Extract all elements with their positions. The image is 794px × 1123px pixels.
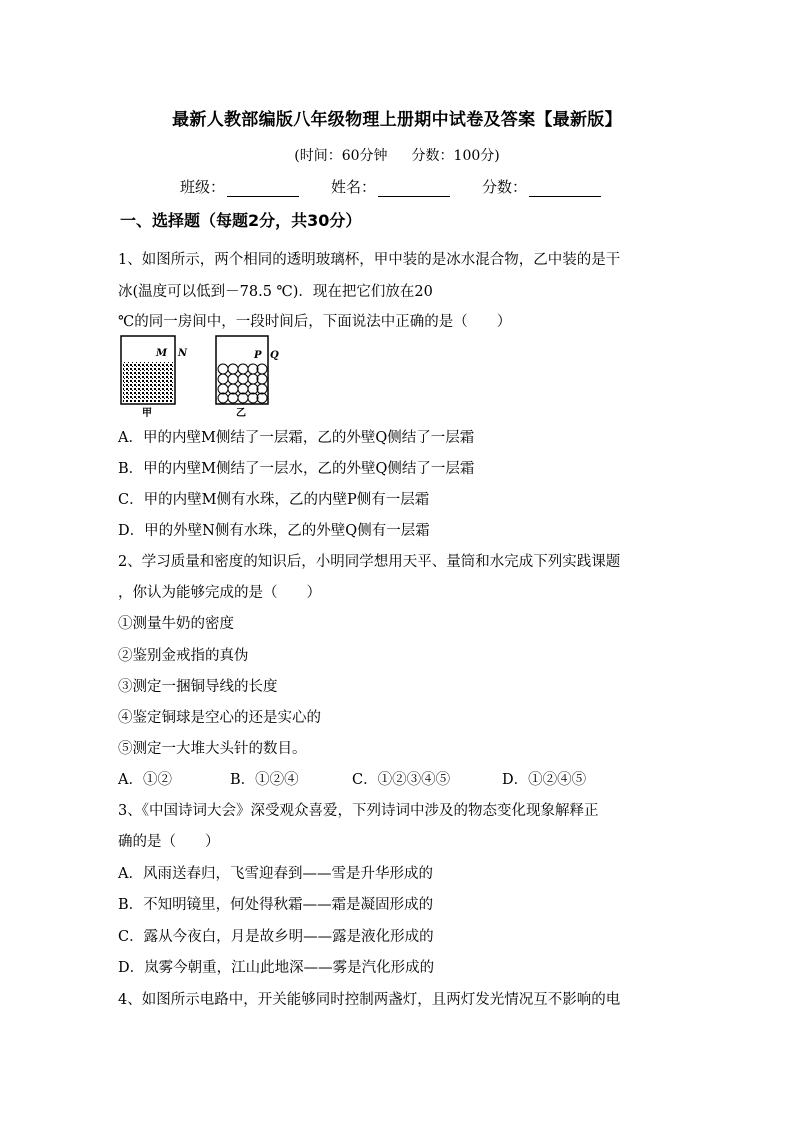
q1-option-a: A．甲的内壁M侧结了一层霜，乙的外壁Q侧结了一层霜 xyxy=(118,430,475,446)
points-field[interactable] xyxy=(482,176,601,197)
q1-option-b: B．甲的内壁M侧结了一层水，乙的外壁Q侧结了一层霜 xyxy=(118,461,475,477)
q3-option-b: B．不知明镜里，何处得秋霜——霜是凝固形成的 xyxy=(118,897,434,913)
q3-option-a: A．风雨送春归，飞雪迎春到——雪是升华形成的 xyxy=(118,866,433,882)
points-blank[interactable] xyxy=(529,181,601,197)
glass-cups-figure xyxy=(118,332,298,418)
label-jia: 甲 xyxy=(142,408,152,418)
q2-item3: ③测定一捆铜导线的长度 xyxy=(118,679,278,695)
q1-line3: ℃的同一房间中，一段时间后，下面说法中正确的是（ ） xyxy=(118,314,512,330)
exam-time: (时间：60分钟 xyxy=(294,148,388,164)
q2-item2: ②鉴别金戒指的真伪 xyxy=(118,648,249,664)
q3-option-d: D．岚雾今朝重，江山此地深——雾是汽化形成的 xyxy=(118,960,435,976)
label-q: Q xyxy=(270,350,279,361)
q1-option-d: D．甲的外壁N侧有水珠，乙的外壁Q侧有一层霜 xyxy=(118,523,430,539)
exam-meta xyxy=(0,145,794,165)
label-yi: 乙 xyxy=(236,408,246,418)
q2-item4: ④鉴定铜球是空心的还是实心的 xyxy=(118,710,321,726)
q1-option-c: C．甲的内壁M侧有水珠，乙的内壁P侧有一层霜 xyxy=(118,492,430,508)
q2-line1: 2、学习质量和密度的知识后，小明同学想用天平、量筒和水完成下列实践课题 xyxy=(118,554,621,570)
name-blank[interactable] xyxy=(378,181,450,197)
q2-option-b: B．①②④ xyxy=(230,772,299,788)
dry-ice xyxy=(218,364,267,403)
name-label: 姓名： xyxy=(331,178,377,196)
q2-line2: ，你认为能够完成的是（ ） xyxy=(118,585,321,601)
q3-line2: 确的是（ ） xyxy=(118,834,220,850)
q3-line1: 3、《中国诗词大会》深受观众喜爱，下列诗词中涉及的物态变化现象解释正 xyxy=(118,803,599,819)
name-field[interactable] xyxy=(331,176,450,197)
q4-line1: 4、如图所示电路中，开关能够同时控制两盏灯，且两灯发光情况互不影响的电 xyxy=(118,992,621,1008)
q2-item5: ⑤测定一大堆大头针的数目。 xyxy=(118,741,307,757)
student-fields xyxy=(180,176,640,197)
q2-item1: ①测量牛奶的密度 xyxy=(118,616,234,632)
ice-water xyxy=(123,362,173,402)
q1-line2: 冰(温度可以低到－78.5 ℃)．现在把它们放在20 xyxy=(118,284,433,300)
label-n: N xyxy=(178,348,188,359)
q3-option-c: C．露从今夜白，月是故乡明——露是液化形成的 xyxy=(118,929,434,945)
points-label: 分数： xyxy=(482,178,528,196)
q2-option-c: C．①②③④⑤ xyxy=(352,772,451,788)
exam-score: 分数：100分) xyxy=(411,148,500,164)
page-title: 最新人教部编版八年级物理上册期中试卷及答案【最新版】 xyxy=(172,110,622,130)
q2-option-d: D．①②④⑤ xyxy=(502,772,587,788)
label-p: P xyxy=(254,350,262,361)
q1-line1: 1、如图所示，两个相同的透明玻璃杯，甲中装的是冰水混合物，乙中装的是干 xyxy=(118,252,621,268)
class-blank[interactable] xyxy=(227,181,299,197)
class-field[interactable] xyxy=(180,176,299,197)
section-heading: 一、选择题（每题2分，共30分） xyxy=(120,211,362,230)
q2-option-a: A．①② xyxy=(118,772,172,788)
q2-options xyxy=(118,768,586,789)
class-label: 班级： xyxy=(180,178,226,196)
label-m: M xyxy=(156,348,168,359)
